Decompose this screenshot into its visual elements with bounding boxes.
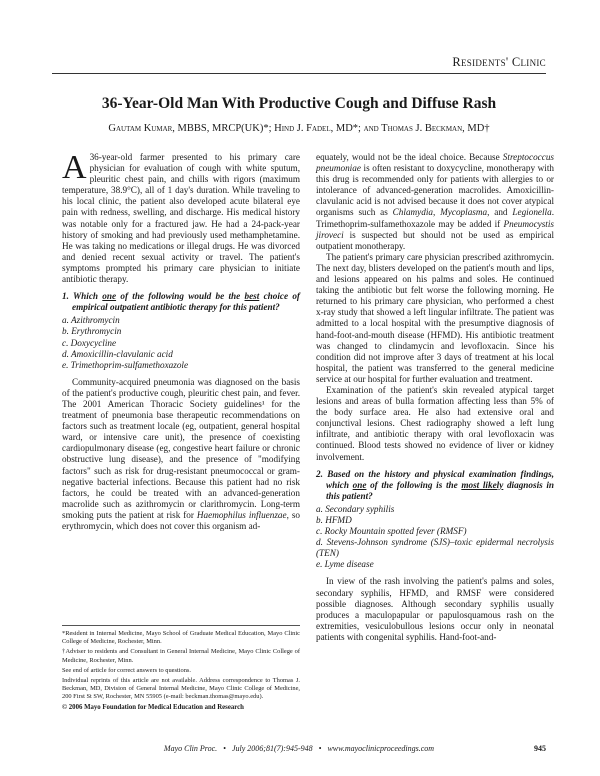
- option-item: c. Rocky Mountain spotted fever (RMSF): [316, 526, 467, 537]
- option-item: e. Trimethoprim-sulfamethoxazole: [62, 359, 189, 370]
- option-item: c. Doxycycline: [62, 337, 117, 348]
- footer-separator: •: [223, 744, 226, 753]
- footnote: Individual reprints of this article are not available. Address correspondence to Thomas J. Beckman, MD, Division of General Internal Medicine, Mayo Clinic College of Medicine, 200 First St SW, Rochester, MN 55905 (e-mail: beckman.thomas@mayo.edu).: [62, 677, 300, 701]
- question-text: of the following is the: [366, 479, 462, 490]
- question-text: diagnosis in this patient?: [326, 479, 555, 501]
- body-text: , and: [487, 207, 513, 218]
- organism-name: Streptococcus pneumoniae: [316, 152, 554, 174]
- body-paragraph: Examination of the patient's skin revealed atypical target lesions and areas of bulla formation affecting less than 5% of the body surface area. He also had extensive oral and conjunctival lesions. Chest radiography showed a left lung infiltrate, and antibiotic therapy with oral levofloxacin was continued. Blood tests showed no evidence of liver or kidney involvement.: [316, 384, 554, 462]
- organism-name: Haemophilus influenzae: [196, 509, 287, 520]
- left-column: [62, 149, 300, 532]
- option-item: e. Lyme disease: [316, 559, 374, 570]
- option-item: d. Stevens-Johnson syndrome (SJS)–toxic epidermal necrolysis (TEN): [316, 537, 554, 559]
- drop-cap: A: [62, 149, 87, 186]
- organism-name: Pneumocystis jiroveci: [316, 218, 554, 240]
- body-text: is suspected but should not be used as empirical outpatient monotherapy.: [316, 229, 554, 251]
- footnote: *Resident in Internal Medicine, Mayo School of Graduate Medical Education, Mayo Clinic College of Medicine, Rochester, Minn.: [62, 630, 300, 646]
- question-1-options: [62, 315, 300, 370]
- question-text: choice of empirical outpatient antibiotic therapy for this patient?: [72, 291, 300, 313]
- intro-text: 36-year-old farmer presented to his primary care physician for evaluation of cough with white sputum, pleuritic chest pain, and chills with rigors (maximum temperature, 38.9°C), all of 1 day's duration. While traveling to his local clinic, the patient also developed acute bilateral eye pain with redness, swelling, and discharge. His medical history was notable only for a fractured jaw. He had a 24-pack-year history of smoking and had previously used methamphetamine. He was taking no medications or illegal drugs. He was divorced and denied recent sexual activity or travel. The patient's symptoms prompted his primary care physician to initiate antibiotic therapy.: [62, 152, 300, 285]
- page-footer: [52, 744, 546, 753]
- body-text: is often resistant to doxycycline, monotherapy with this drug is recommended only for patients with allergies to or intolerance of advanced-generation macrolides. Amoxicillin-clavulanic acid is not advised because it does not cover atypical organisms such as: [316, 163, 554, 218]
- question-text: Which: [73, 291, 103, 302]
- body-paragraph: In view of the rash involving the patient's palms and soles, secondary syphilis, HFMD, and RMSF were considered possible diagnoses. Although secondary syphilis usually produces a maculopapular or papulosquamous rash on the extremities, vesiculobullous lesions occur only in neonatal patients with congenital syphilis. Hand-foot-and-: [316, 576, 554, 642]
- question-number: 2.: [316, 468, 323, 479]
- question-2-options: [316, 504, 554, 571]
- body-text: Community-acquired pneumonia was diagnosed on the basis of the patient's productive cough, pleuritic chest pain, and fever. The 2001 American Thoracic Society guidelines¹ for the treatment of pneumonia base therapeutic recommendations on factors such as treatment locale (eg, outpatient, general hospital ward, or intensive care unit), the presence of coexisting cardiopulmonary disease (eg, congestive heart failure or chronic obstructive lung disease), and the presence of "modifying factors" such as risk for drug-resistant pneumococcal or gram-negative bacterial infections. Because this patient had no risk factors, he could be treated with an advanced-generation macrolide such as azithromycin or clarithromycin. Long-term smoking puts the patient at risk for: [62, 376, 300, 520]
- question-emphasis: one: [352, 479, 367, 490]
- question-emphasis: one: [102, 291, 117, 302]
- body-text: equately, would not be the ideal choice. Because: [316, 152, 503, 162]
- question-2: [316, 469, 554, 502]
- organism-name: Legionella: [512, 207, 552, 218]
- footnote: See end of article for correct answers to questions.: [62, 666, 192, 674]
- right-column: [316, 152, 554, 643]
- body-text: ,: [433, 207, 441, 218]
- option-item: b. Erythromycin: [62, 326, 122, 337]
- journal-name: Mayo Clin Proc.: [163, 744, 218, 753]
- footnote: †Adviser to residents and Consultant in General Internal Medicine, Mayo Clinic College of Medicine, Rochester, Minn.: [62, 648, 300, 664]
- question-text: Based on the history and physical examination findings, which: [326, 468, 554, 490]
- option-item: b. HFMD: [316, 515, 352, 525]
- body-text: , so erythromycin, which does not cover this organism ad-: [62, 509, 300, 531]
- body-paragraph: The patient's primary care physician prescribed azithromycin. The next day, blisters developed on the patient's mouth and lips, and lesions appeared on his palms and soles. He continued taking the antibiotic but felt worse the following morning. He returned to his primary care physician, who performed a chest x-ray study that showed a left lingular infiltrate. The patient was admitted to a local hospital with the presumptive diagnosis of hand-foot-and-mouth disease (HFMD). His antibiotic treatment was changed to clindamycin and levofloxacin. Since his condition did not improve after 3 days of treatment at his local hospital, the patient was transferred to the general medicine service at our hospital for further evaluation and treatment.: [316, 251, 554, 384]
- copyright-line: © 2006 Mayo Foundation for Medical Education and Research: [62, 703, 244, 711]
- page-number: 945: [534, 744, 546, 753]
- option-item: a. Azithromycin: [62, 315, 120, 326]
- footnote-rule: [62, 625, 300, 626]
- question-number: 1.: [62, 291, 69, 302]
- option-item: a. Secondary syphilis: [316, 503, 395, 514]
- organism-name: Mycoplasma: [440, 207, 488, 218]
- question-1: [62, 291, 300, 313]
- journal-url[interactable]: www.mayoclinicproceedings.com: [327, 744, 435, 753]
- footnotes: [62, 625, 300, 714]
- footer-separator: •: [318, 744, 322, 753]
- body-text: . Trimethoprim-sulfamethoxazole may be added if: [316, 207, 554, 229]
- question-emphasis: best: [244, 291, 260, 302]
- article-authors: Gautam Kumar, MBBS, MRCP(UK)*; Hind J. Fadel, MD*; and Thomas J. Beckman, MD†: [108, 123, 490, 134]
- intro-paragraph: [62, 149, 300, 285]
- question-emphasis: most likely: [461, 479, 504, 490]
- body-paragraph: [316, 152, 554, 252]
- body-paragraph: [62, 377, 300, 532]
- header-rule: [52, 73, 546, 74]
- option-item: d. Amoxicillin-clavulanic acid: [62, 348, 173, 359]
- article-title: 36-Year-Old Man With Productive Cough and Diffuse Rash: [101, 95, 497, 112]
- section-label: Residents' Clinic: [452, 55, 546, 69]
- question-text: of the following would be the: [116, 291, 245, 302]
- organism-name: Chlamydia: [392, 207, 433, 218]
- journal-issue: July 2006;81(7):945-948: [231, 744, 313, 753]
